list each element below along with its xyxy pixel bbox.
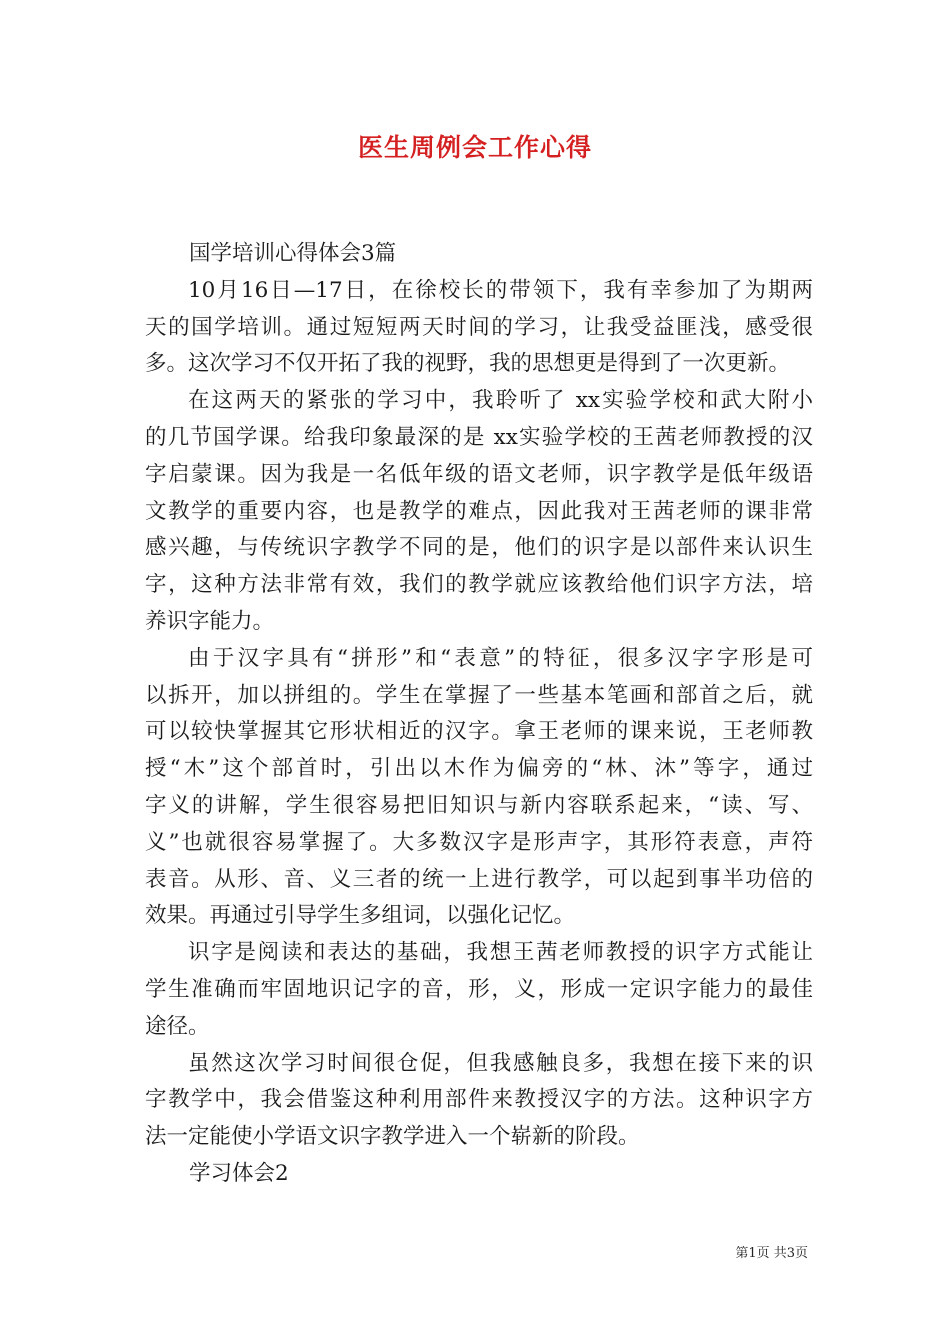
- text-line: 文教学的重要内容，也是教学的难点，因此我对王茜老师的课非常: [145, 498, 813, 524]
- text-line: 以拆开，加以拼组的。学生在掌握了一些基本笔画和部首之后，就: [145, 682, 813, 708]
- text-line: 在这两天的紧张的学习中，我聆听了 xx实验学校和武大附小: [188, 388, 813, 414]
- section-heading: 学习体会2: [189, 1160, 289, 1186]
- text-line: 表音。从形、音、义三者的统一上进行教学，可以起到事半功倍的: [145, 866, 813, 892]
- text-line: 由于汉字具有“拼形”和“表意”的特征，很多汉字字形是可: [188, 645, 813, 671]
- text-line: 字，这种方法非常有效，我们的教学就应该教给他们识字方法，培: [145, 572, 813, 598]
- text-line: 可以较快掌握其它形状相近的汉字。拿王老师的课来说，王老师教: [145, 719, 813, 745]
- text-line: 途径。: [145, 1013, 210, 1039]
- text-line: 感兴趣，与传统识字教学不同的是，他们的识字是以部件来认识生: [145, 535, 813, 561]
- text-line: 字启蒙课。因为我是一名低年级的语文老师，识字教学是低年级语: [145, 461, 813, 487]
- text-line: 养识字能力。: [145, 608, 275, 634]
- text-line: 字义的讲解，学生很容易把旧知识与新内容联系起来，“读、写、: [145, 792, 813, 818]
- text-line: 天的国学培训。通过短短两天时间的学习，让我受益匪浅，感受很: [145, 314, 813, 340]
- text-line: 10月16日—17日，在徐校长的带领下，我有幸参加了为期两: [188, 277, 813, 303]
- document-body: [145, 236, 813, 1193]
- document-title: 医生周例会工作心得: [357, 133, 592, 162]
- text-line: 字教学中，我会借鉴这种利用部件来教授汉字的方法。这种识字方: [145, 1087, 813, 1113]
- text-line: 授“木”这个部首时，引出以木作为偏旁的“林、沐”等字，通过: [145, 756, 813, 782]
- text-line: 虽然这次学习时间很仓促，但我感触良多，我想在接下来的识: [188, 1050, 813, 1076]
- text-line: 效果。再通过引导学生多组词，以强化记忆。: [145, 903, 576, 929]
- text-line: 多。这次学习不仅开拓了我的视野，我的思想更是得到了一次更新。: [145, 351, 791, 377]
- section-heading: 国学培训心得体会3篇: [189, 241, 397, 266]
- text-line: 学生准确而牢固地识记字的音，形，义，形成一定识字能力的最佳: [145, 976, 813, 1002]
- text-line: 义”也就很容易掌握了。大多数汉字是形声字，其形符表意，声符: [145, 829, 813, 855]
- text-line: 法一定能使小学语文识字教学进入一个崭新的阶段。: [145, 1124, 640, 1150]
- page-indicator: 第1页 共3页: [735, 1246, 808, 1261]
- text-line: 识字是阅读和表达的基础，我想王茜老师教授的识字方式能让: [188, 940, 813, 966]
- text-line: 的几节国学课。给我印象最深的是 xx实验学校的王茜老师教授的汉: [145, 424, 813, 450]
